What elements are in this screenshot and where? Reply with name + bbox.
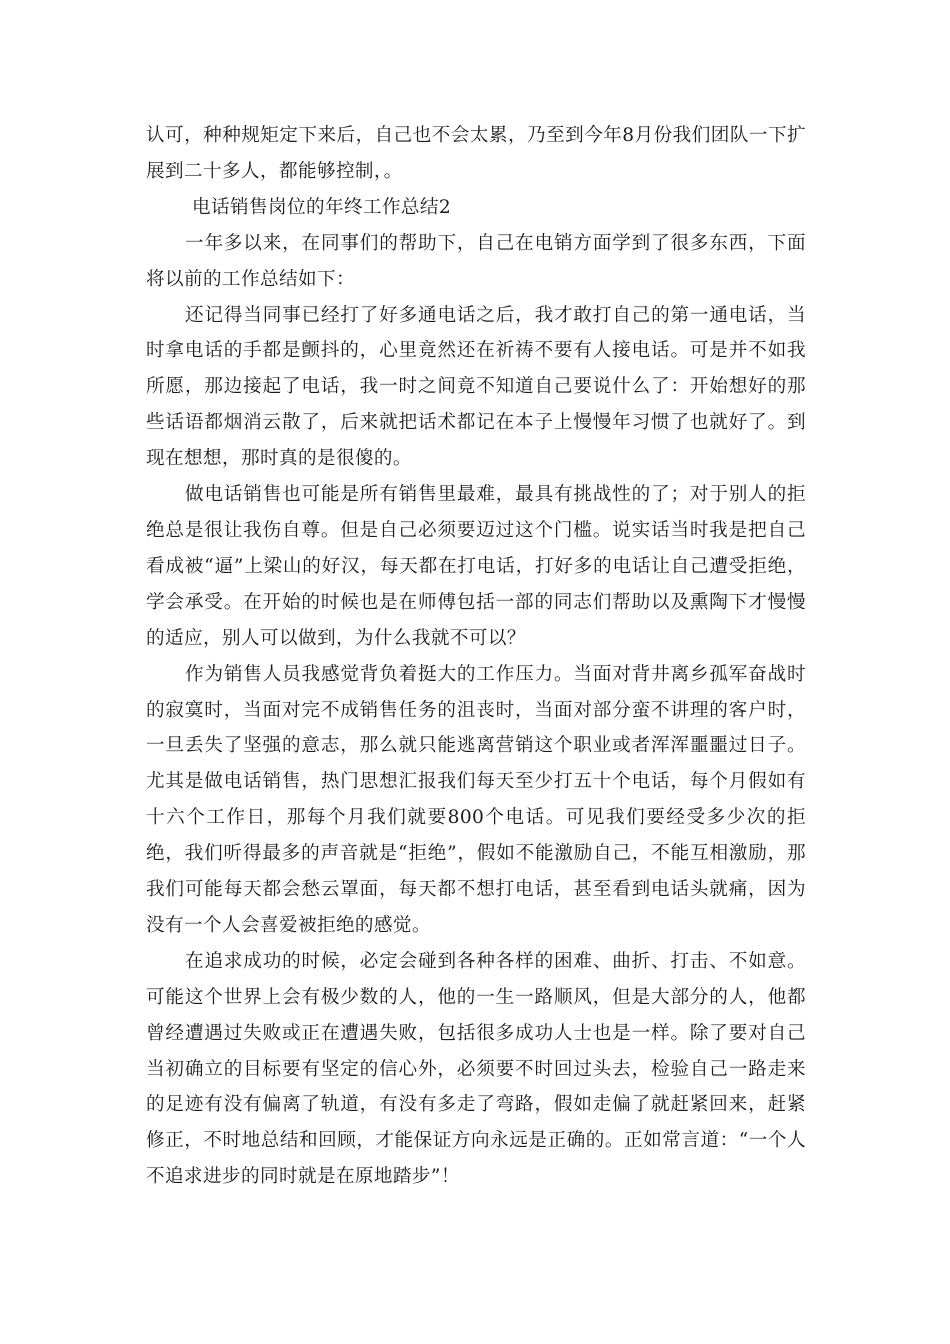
body-paragraph: 作为销售人员我感觉背负着挺大的工作压力。当面对背井离乡孤军奋战时的寂寞时，当面对完不成销售任务的沮丧时，当面对部分蛮不讲理的客户时，一旦丢失了坚强的意志，那么就只能逃离营销这个职业或者浑浑噩噩过日子。尤其是做电话销售，热门思想汇报我们每天至少打五十个电话，每个月假如有十六个工作日，那每个月我们就要800个电话。可见我们要经受多少次的拒绝，我们听得最多的声音就是“拒绝”，假如不能激励自己，不能互相激励，那我们可能每天都会愁云罩面，每天都不想打电话，甚至看到电话头就痛，因为没有一个人会喜爱被拒绝的感觉。 [146, 663, 806, 936]
continuation-paragraph: 认可，种种规矩定下来后，自己也不会太累，乃至到今年8月份我们团队一下扩展到二十多人，都能够控制，。 [146, 125, 806, 182]
document-body [146, 118, 806, 1195]
body-paragraph: 一年多以来，在同事们的帮助下，自己在电销方面学到了很多东西，下面将以前的工作总结如下： [146, 232, 806, 290]
body-paragraph: 在追求成功的时候，必定会碰到各种各样的困难、曲折、打击、不如意。可能这个世界上会有极少数的人，他的一生一路顺风，但是大部分的人，他都曾经遭遇过失败或正在遭遇失败，包括很多成功人士也是一样。除了要对自己当初确立的目标要有坚定的信心外，必须要不时回过头去，检验自己一路走来的足迹有没有偏离了轨道，有没有多走了弯路，假如走偏了就赶紧回来，赶紧修正，不时地总结和回顾，才能保证方向永远是正确的。正如常言道：“一个人不追求进步的同时就是在原地踏步”！ [146, 950, 806, 1188]
body-paragraph: 做电话销售也可能是所有销售里最难，最具有挑战性的了；对于别人的拒绝总是很让我伤自尊。但是自己必须要迈过这个门槛。说实话当时我是把自己看成被“逼”上梁山的好汉，每天都在打电话，打好多的电话让自己遭受拒绝，学会承受。在开始的时候也是在师傅包括一部的同志们帮助以及熏陶下才慢慢的适应，别人可以做到，为什么我就不可以？ [146, 484, 806, 649]
body-paragraph: 还记得当同事已经打了好多通电话之后，我才敢打自己的第一通电话，当时拿电话的手都是颤抖的，心里竟然还在祈祷不要有人接电话。可是并不如我所愿，那边接起了电话，我一时之间竟不知道自己要说什么了：开始想好的那些话语都烟消云散了，后来就把话术都记在本子上慢慢年习惯了也就好了。到现在想想，那时真的是很傻的。 [146, 304, 806, 470]
section-title: 电话销售岗位的年终工作总结2 [192, 196, 452, 218]
